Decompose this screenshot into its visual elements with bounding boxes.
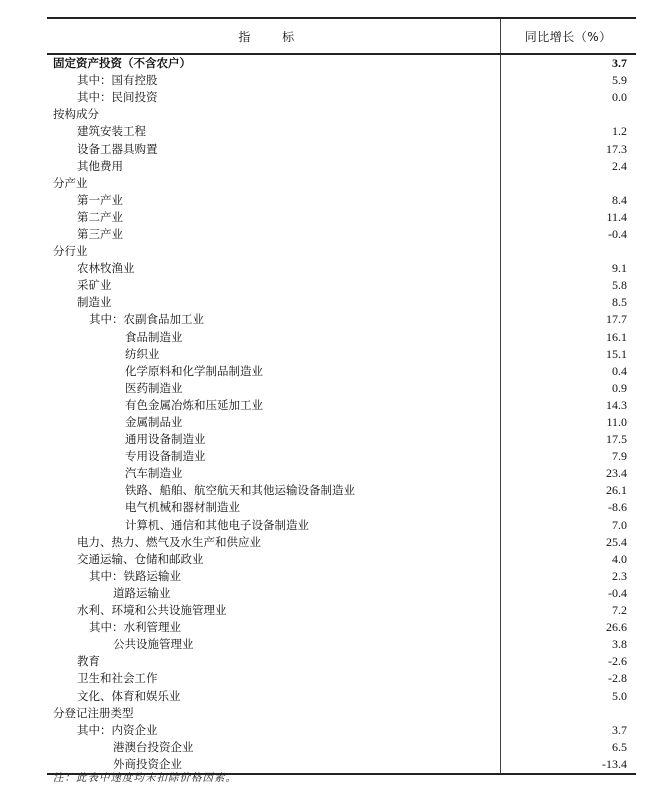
row-indicator-label: 固定资产投资（不含农户） — [53, 56, 191, 71]
row-growth-value: 8.5 — [500, 294, 636, 311]
row-growth-value: 2.4 — [500, 158, 636, 175]
row-indicator-label: 分行业 — [53, 244, 88, 259]
row-indicator-cell — [47, 568, 500, 585]
row-indicator-label: 纺织业 — [125, 346, 160, 361]
growth-column-header: 同比增长（%） — [500, 18, 636, 54]
table-row — [47, 209, 636, 226]
row-indicator-label: 其中：水利管理业 — [89, 620, 181, 635]
row-indicator-cell — [47, 397, 500, 414]
row-indicator-label: 农林牧渔业 — [77, 261, 135, 276]
row-indicator-cell — [47, 705, 500, 722]
table-row — [47, 72, 636, 89]
row-indicator-label: 专用设备制造业 — [125, 449, 206, 464]
row-growth-value: 6.5 — [500, 739, 636, 756]
table-row — [47, 739, 636, 756]
row-growth-value: 5.8 — [500, 277, 636, 294]
row-indicator-label: 交通运输、仓储和邮政业 — [77, 551, 204, 566]
row-indicator-cell — [47, 158, 500, 175]
table-row — [47, 329, 636, 346]
row-indicator-cell — [47, 414, 500, 431]
table-row — [47, 499, 636, 516]
row-indicator-cell — [47, 551, 500, 568]
row-indicator-label: 其中：铁路运输业 — [89, 568, 181, 583]
row-indicator-cell — [47, 653, 500, 670]
table-row — [47, 380, 636, 397]
row-growth-value: 8.4 — [500, 192, 636, 209]
row-indicator-label: 其中：内资企业 — [77, 722, 158, 737]
table-row — [47, 482, 636, 499]
row-growth-value — [500, 705, 636, 722]
row-indicator-cell — [47, 636, 500, 653]
row-indicator-label: 道路运输业 — [113, 585, 171, 600]
row-growth-value: 15.1 — [500, 346, 636, 363]
table-row — [47, 585, 636, 602]
row-indicator-label: 其中：国有控股 — [77, 73, 158, 88]
row-indicator-cell — [47, 739, 500, 756]
row-growth-value: 25.4 — [500, 534, 636, 551]
row-indicator-cell — [47, 602, 500, 619]
row-indicator-label: 计算机、通信和其他电子设备制造业 — [125, 517, 309, 532]
row-indicator-cell — [47, 329, 500, 346]
row-indicator-label: 有色金属冶炼和压延加工业 — [125, 397, 263, 412]
row-indicator-cell — [47, 260, 500, 277]
statistics-table-container — [47, 17, 636, 775]
indicator-column-header: 指 标 — [47, 18, 500, 54]
table-row — [47, 517, 636, 534]
row-indicator-cell — [47, 175, 500, 192]
row-indicator-label: 通用设备制造业 — [125, 432, 206, 447]
row-indicator-cell — [47, 140, 500, 157]
row-indicator-label: 汽车制造业 — [125, 466, 183, 481]
row-indicator-label: 其他费用 — [77, 158, 123, 173]
row-growth-value: 7.0 — [500, 517, 636, 534]
row-growth-value: 3.7 — [500, 54, 636, 72]
row-indicator-label: 公共设施管理业 — [113, 637, 194, 652]
row-growth-value: 3.7 — [500, 722, 636, 739]
table-row — [47, 260, 636, 277]
row-growth-value: 7.9 — [500, 448, 636, 465]
table-row — [47, 414, 636, 431]
row-growth-value: 17.3 — [500, 140, 636, 157]
row-growth-value: 9.1 — [500, 260, 636, 277]
row-indicator-label: 其中：民间投资 — [77, 90, 158, 105]
row-indicator-cell — [47, 482, 500, 499]
row-growth-value: 11.0 — [500, 414, 636, 431]
row-growth-value: 26.1 — [500, 482, 636, 499]
table-row — [47, 636, 636, 653]
row-indicator-label: 电力、热力、燃气及水生产和供应业 — [77, 534, 261, 549]
row-indicator-label: 设备工器具购置 — [77, 141, 158, 156]
table-row — [47, 551, 636, 568]
table-row — [47, 602, 636, 619]
table-row — [47, 140, 636, 157]
row-indicator-label: 卫生和社会工作 — [77, 671, 158, 686]
table-row — [47, 346, 636, 363]
row-indicator-label: 制造业 — [77, 295, 112, 310]
table-row — [47, 687, 636, 704]
row-growth-value: 14.3 — [500, 397, 636, 414]
row-growth-value: 7.2 — [500, 602, 636, 619]
row-indicator-label: 按构成分 — [53, 107, 99, 122]
row-growth-value: 2.3 — [500, 568, 636, 585]
row-indicator-cell — [47, 294, 500, 311]
row-indicator-cell — [47, 722, 500, 739]
row-indicator-cell — [47, 534, 500, 551]
row-indicator-label: 第一产业 — [77, 192, 123, 207]
row-growth-value: 3.8 — [500, 636, 636, 653]
row-indicator-cell — [47, 346, 500, 363]
table-row — [47, 653, 636, 670]
row-growth-value: 23.4 — [500, 465, 636, 482]
row-growth-value: -0.4 — [500, 585, 636, 602]
row-indicator-label: 铁路、船舶、航空航天和其他运输设备制造业 — [125, 483, 355, 498]
row-indicator-label: 第二产业 — [77, 209, 123, 224]
row-growth-value: 0.4 — [500, 363, 636, 380]
row-indicator-label: 电气机械和器材制造业 — [125, 500, 240, 515]
row-indicator-cell — [47, 363, 500, 380]
row-growth-value: -8.6 — [500, 499, 636, 516]
row-indicator-cell — [47, 311, 500, 328]
table-row — [47, 534, 636, 551]
row-indicator-label: 港澳台投资企业 — [113, 739, 194, 754]
row-indicator-label: 外商投资企业 — [113, 756, 182, 771]
row-indicator-cell — [47, 192, 500, 209]
row-growth-value: 4.0 — [500, 551, 636, 568]
row-growth-value: -13.4 — [500, 756, 636, 774]
row-indicator-label: 建筑安装工程 — [77, 124, 146, 139]
row-indicator-cell — [47, 226, 500, 243]
row-indicator-label: 医药制造业 — [125, 380, 183, 395]
row-growth-value: 5.0 — [500, 687, 636, 704]
table-row — [47, 54, 636, 72]
row-growth-value: -2.6 — [500, 653, 636, 670]
row-indicator-label: 水利、环境和公共设施管理业 — [77, 603, 227, 618]
row-indicator-cell — [47, 687, 500, 704]
row-indicator-cell — [47, 72, 500, 89]
table-row — [47, 670, 636, 687]
row-indicator-label: 分产业 — [53, 175, 88, 190]
row-indicator-cell — [47, 448, 500, 465]
table-row — [47, 722, 636, 739]
row-indicator-label: 化学原料和化学制品制造业 — [125, 363, 263, 378]
row-growth-value: -0.4 — [500, 226, 636, 243]
row-indicator-label: 教育 — [77, 654, 100, 669]
investment-growth-table — [47, 17, 636, 775]
row-indicator-cell — [47, 517, 500, 534]
table-row — [47, 568, 636, 585]
row-growth-value — [500, 175, 636, 192]
row-indicator-cell — [47, 54, 500, 72]
row-indicator-label: 分登记注册类型 — [53, 705, 134, 720]
row-indicator-label: 第三产业 — [77, 226, 123, 241]
row-growth-value: 0.0 — [500, 89, 636, 106]
table-row — [47, 106, 636, 123]
row-indicator-cell — [47, 670, 500, 687]
table-row — [47, 619, 636, 636]
footnote: 注：此表中速度均未扣除价格因素。 — [53, 772, 237, 784]
table-header-row — [47, 18, 636, 54]
row-growth-value: 17.5 — [500, 431, 636, 448]
row-indicator-cell — [47, 277, 500, 294]
table-row — [47, 175, 636, 192]
table-row — [47, 448, 636, 465]
row-growth-value: 5.9 — [500, 72, 636, 89]
row-indicator-cell — [47, 380, 500, 397]
row-growth-value: 17.7 — [500, 311, 636, 328]
row-indicator-cell — [47, 465, 500, 482]
table-row — [47, 277, 636, 294]
table-row — [47, 294, 636, 311]
table-row — [47, 705, 636, 722]
table-row — [47, 192, 636, 209]
row-indicator-cell — [47, 106, 500, 123]
row-indicator-cell — [47, 499, 500, 516]
row-growth-value: 26.6 — [500, 619, 636, 636]
table-row — [47, 243, 636, 260]
row-indicator-cell — [47, 123, 500, 140]
row-indicator-label: 食品制造业 — [125, 329, 183, 344]
row-growth-value — [500, 106, 636, 123]
row-indicator-cell — [47, 431, 500, 448]
table-row — [47, 311, 636, 328]
row-growth-value: 1.2 — [500, 123, 636, 140]
row-indicator-cell — [47, 209, 500, 226]
table-row — [47, 226, 636, 243]
row-growth-value: -2.8 — [500, 670, 636, 687]
row-indicator-cell — [47, 89, 500, 106]
table-row — [47, 397, 636, 414]
row-growth-value: 0.9 — [500, 380, 636, 397]
row-indicator-cell — [47, 243, 500, 260]
row-growth-value: 11.4 — [500, 209, 636, 226]
row-indicator-label: 金属制品业 — [125, 415, 183, 430]
row-indicator-label: 采矿业 — [77, 278, 112, 293]
row-growth-value — [500, 243, 636, 260]
table-row — [47, 89, 636, 106]
table-row — [47, 363, 636, 380]
row-indicator-cell — [47, 619, 500, 636]
row-indicator-label: 文化、体育和娱乐业 — [77, 688, 181, 703]
table-row — [47, 158, 636, 175]
table-body — [47, 54, 636, 774]
row-indicator-label: 其中：农副食品加工业 — [89, 312, 204, 327]
row-indicator-cell — [47, 585, 500, 602]
table-row — [47, 123, 636, 140]
table-row — [47, 465, 636, 482]
row-growth-value: 16.1 — [500, 329, 636, 346]
table-row — [47, 431, 636, 448]
